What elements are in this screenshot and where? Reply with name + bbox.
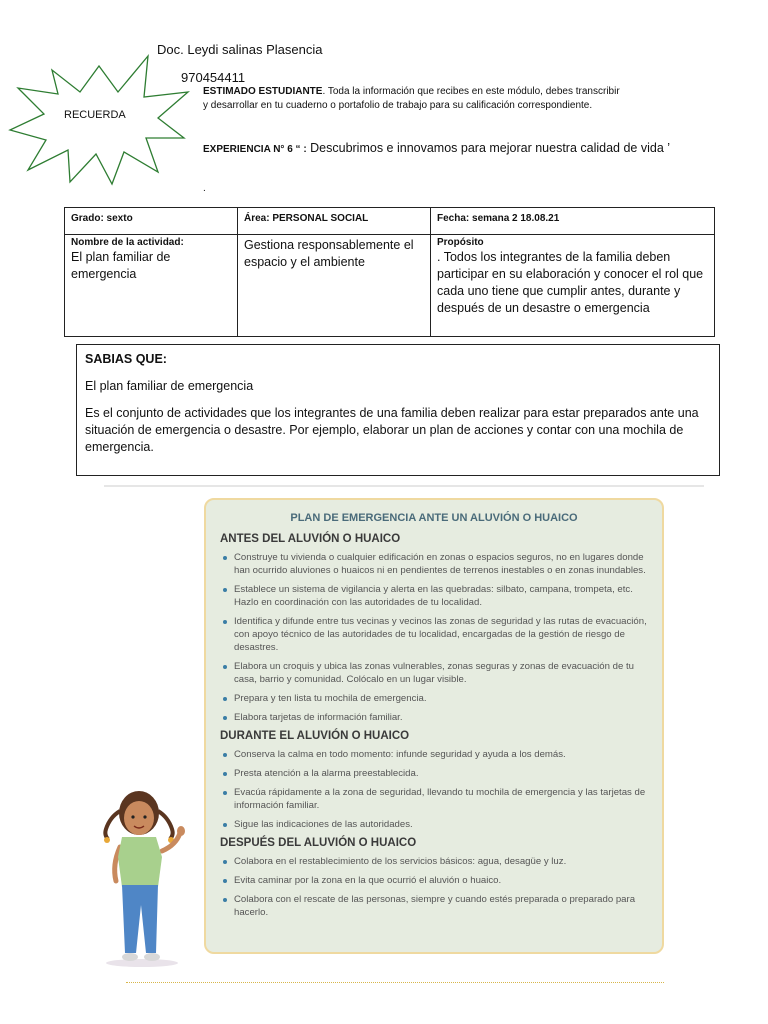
sabias-heading: SABIAS QUE: — [85, 352, 167, 366]
antes-heading: ANTES DEL ALUVIÓN O HUAICO — [220, 533, 401, 545]
list-item: Identifica y difunde entre tus vecinas y vecinos las zonas de seguridad y las rutas de evacuación, con apoyo técnico de las autoridades de tu localidad, encargadas de la gestión de riesgo de desastres. — [220, 615, 648, 654]
experience-title — [203, 140, 673, 158]
info-table — [64, 207, 715, 337]
fecha-cell: Fecha: semana 2 18.08.21 — [431, 208, 715, 235]
plan-title: PLAN DE EMERGENCIA ANTE UN ALUVIÓN O HUAICO — [290, 512, 578, 524]
recuerda-label: RECUERDA — [64, 109, 126, 121]
list-item: Construye tu vivienda o cualquier edificación en zonas o espacios seguros, no en lugares donde han ocurrido aluviones o huaicos ni en pendientes de terrenos inestables o en zonas inundables. — [220, 551, 648, 577]
notice-text: . Toda la información que recibes en este módulo, debes transcribir y desarrollar en tu cuaderno o portafolio de trabajo para su calificación correspondiente. — [203, 86, 620, 111]
sabias-subtitle: El plan familiar de emergencia — [85, 379, 254, 393]
list-item: Evacúa rápidamente a la zona de seguridad, llevando tu mochila de emergencia y las tarjetas de información familiar. — [220, 786, 648, 812]
grado-cell: Grado: sexto — [65, 208, 238, 235]
activity-value: El plan familiar de emergencia — [71, 250, 171, 281]
emergency-plan-card — [204, 498, 664, 954]
notice-heading: ESTIMADO ESTUDIANTE — [203, 86, 323, 97]
list-item: Establece un sistema de vigilancia y alerta en las quebradas: silbato, campana, trompeta, etc. Hazlo en coordinación con las autoridades de tu localidad. — [220, 583, 648, 609]
despues-heading: DESPUÉS DEL ALUVIÓN O HUAICO — [220, 837, 417, 849]
list-item: Elabora tarjetas de información familiar. — [220, 711, 648, 724]
phone-number: 970454411 — [181, 70, 246, 85]
list-item: Sigue las indicaciones de las autoridades. — [220, 818, 648, 831]
list-item: Conserva la calma en todo momento: infunde seguridad y ayuda a los demás. — [220, 748, 648, 761]
list-item: Colabora en el restablecimiento de los servicios básicos: agua, desagüe y luz. — [220, 855, 648, 868]
student-notice — [203, 85, 623, 113]
proposito-label: Propósito — [437, 237, 484, 248]
proposito-value: . Todos los integrantes de la familia deben participar en su elaboración y conocer el rol que cada uno tiene que cumplir antes, durante y después de un desastre o emergencia — [437, 250, 704, 315]
list-item: Colabora con el rescate de las personas, siempre y cuando estés preparada o preparado para hacerlo. — [220, 893, 648, 919]
proposito-cell — [431, 235, 715, 337]
list-item: Evita caminar por la zona en la que ocurrió el aluvión o huaico. — [220, 874, 648, 887]
durante-heading: DURANTE EL ALUVIÓN O HUAICO — [220, 730, 410, 742]
experience-name: Descubrimos e innovamos para mejorar nuestra calidad de vida ’ — [310, 141, 671, 155]
antes-list — [220, 551, 648, 724]
sabias-que-box — [76, 344, 720, 476]
bottom-dotted-line — [126, 982, 664, 983]
list-item: Elabora un croquis y ubica las zonas vulnerables, zonas seguras y zonas de evacuación de tu casa, barrio y comunidad. Colócalo en un lugar visible. — [220, 660, 648, 686]
experience-number: EXPERIENCIA N° 6 “ : — [203, 144, 307, 155]
author-name: Doc. Leydi salinas Plasencia — [157, 42, 323, 57]
info-table-body-row — [65, 235, 715, 337]
info-table-header-row — [65, 208, 715, 235]
despues-list — [220, 855, 648, 919]
list-item: Prepara y ten lista tu mochila de emergencia. — [220, 692, 648, 705]
girl-illustration-icon — [92, 787, 192, 967]
competencia-cell: Gestiona responsablemente el espacio y el ambiente — [238, 235, 431, 337]
activity-label: Nombre de la actividad: — [71, 237, 184, 248]
list-item: Presta atención a la alarma preestablecida. — [220, 767, 648, 780]
separator-line — [104, 485, 704, 487]
area-cell: Área: PERSONAL SOCIAL — [238, 208, 431, 235]
sabias-body: Es el conjunto de actividades que los integrantes de una familia deben realizar para estar preparados ante una situación de emergencia o desastre. Por ejemplo, elaborar un plan de acciones y contar con una mochila de emergencia. — [85, 406, 699, 454]
durante-list — [220, 748, 648, 831]
stray-dot: . — [203, 183, 206, 194]
activity-cell — [65, 235, 238, 337]
